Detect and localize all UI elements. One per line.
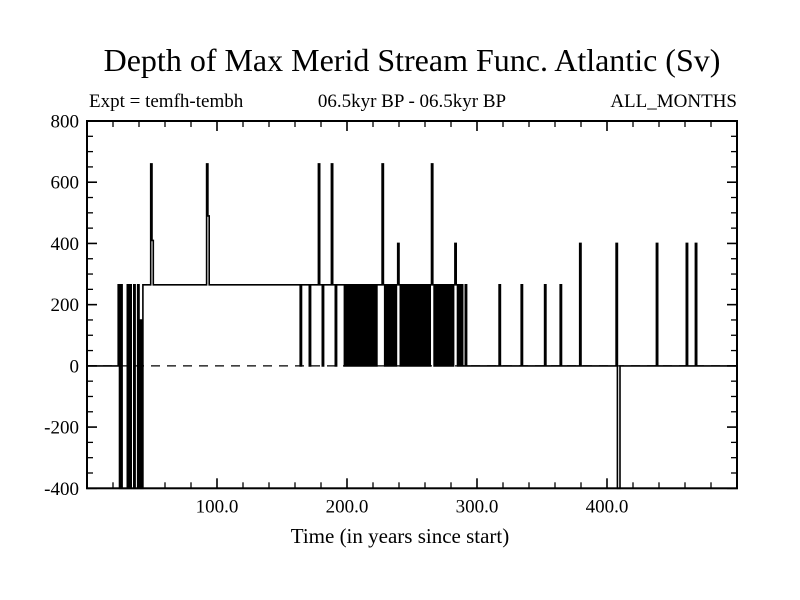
- y-tick-label: 600: [50, 172, 79, 194]
- x-tick-label: 400.0: [585, 496, 629, 518]
- y-tick-label: -200: [44, 417, 79, 439]
- x-axis-title: Time (in years since start): [290, 524, 510, 548]
- y-tick-label: -400: [44, 478, 79, 500]
- data-series-line: [87, 164, 737, 488]
- months-label: ALL_MONTHS: [610, 91, 737, 112]
- x-tick-label: 300.0: [455, 496, 499, 518]
- y-tick-label: 200: [50, 295, 79, 317]
- experiment-label: Expt = temfh-tembh: [89, 91, 244, 112]
- y-tick-label: 0: [69, 356, 79, 378]
- x-tick-label: 200.0: [325, 496, 369, 518]
- chart-title: Depth of Max Merid Stream Func. Atlantic (Sv): [103, 42, 721, 78]
- y-tick-label: 800: [50, 111, 79, 133]
- y-tick-label: 400: [50, 233, 79, 255]
- period-label: 06.5kyr BP - 06.5kyr BP: [317, 91, 507, 112]
- x-tick-label: 100.0: [195, 496, 239, 518]
